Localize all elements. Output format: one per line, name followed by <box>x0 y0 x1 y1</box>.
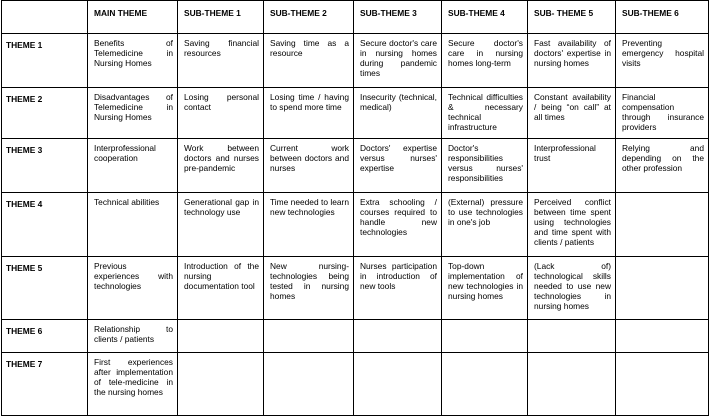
table-cell: Losing personal contact <box>178 88 264 139</box>
table-cell: Secure doctor's care in nursing homes long-term <box>442 34 528 88</box>
row-label: THEME 7 <box>2 353 88 416</box>
table-cell: Doctor's responsibilities versus nurses' responsibilities <box>442 139 528 193</box>
table-cell: Previous experiences with technologies <box>88 257 178 320</box>
table-cell: Secure doctor's care in nursing homes during pandemic times <box>354 34 442 88</box>
table-cell <box>616 353 709 416</box>
table-cell: Top-down implementation of new technologies in nursing homes <box>442 257 528 320</box>
table-cell <box>528 320 616 353</box>
theme-row-7 <box>2 353 709 416</box>
table-cell <box>616 320 709 353</box>
table-cell <box>616 257 709 320</box>
sub-theme-2-header: SUB-THEME 2 <box>264 1 354 34</box>
table-cell: Technical difficulties & necessary technical infrastructure <box>442 88 528 139</box>
sub-theme-1-header: SUB-THEME 1 <box>178 1 264 34</box>
table-cell: Relationship to clients / patients <box>88 320 178 353</box>
row-label: THEME 4 <box>2 193 88 257</box>
table-cell: Time needed to learn new technologies <box>264 193 354 257</box>
theme-row-5 <box>2 257 709 320</box>
table-cell: Current work between doctors and nurses <box>264 139 354 193</box>
table-cell: Interprofessional trust <box>528 139 616 193</box>
row-label: THEME 3 <box>2 139 88 193</box>
table-cell: (Lack of) technological skills needed to use new technologies in nursing homes <box>528 257 616 320</box>
table-cell <box>442 320 528 353</box>
row-label: THEME 5 <box>2 257 88 320</box>
table-cell <box>264 353 354 416</box>
table-cell: Disadvantages of Telemedicine in Nursing Homes <box>88 88 178 139</box>
sub-theme-6-header: SUB-THEME 6 <box>616 1 709 34</box>
table-cell: Financial compensation through insurance providers <box>616 88 709 139</box>
theme-row-2 <box>2 88 709 139</box>
table-cell <box>264 320 354 353</box>
table-cell <box>616 193 709 257</box>
table-cell: Work between doctors and nurses pre-pandemic <box>178 139 264 193</box>
table-cell: Fast availability of doctors' expertise in nursing homes <box>528 34 616 88</box>
table-cell <box>354 353 442 416</box>
table-cell: Relying and depending on the other profession <box>616 139 709 193</box>
theme-row-1 <box>2 34 709 88</box>
table-cell: Saving time as a resource <box>264 34 354 88</box>
sub-theme-4-header: SUB-THEME 4 <box>442 1 528 34</box>
table-cell <box>178 353 264 416</box>
table-cell: Constant availability / being “on call” at all times <box>528 88 616 139</box>
table-cell: First experiences after implementation of tele-medicine in the nursing homes <box>88 353 178 416</box>
table-cell <box>354 320 442 353</box>
table-cell: Generational gap in technology use <box>178 193 264 257</box>
table-cell: Losing time / having to spend more time <box>264 88 354 139</box>
row-label: THEME 2 <box>2 88 88 139</box>
table-cell: Introduction of the nursing documentation tool <box>178 257 264 320</box>
theme-row-3 <box>2 139 709 193</box>
table-cell: Technical abilities <box>88 193 178 257</box>
table-cell: Interprofessional cooperation <box>88 139 178 193</box>
row-label: THEME 1 <box>2 34 88 88</box>
main-theme-header: MAIN THEME <box>88 1 178 34</box>
themes-table <box>1 0 709 416</box>
table-cell: Extra schooling / courses required to handle new technologies <box>354 193 442 257</box>
table-cell: Saving financial resources <box>178 34 264 88</box>
theme-row-4 <box>2 193 709 257</box>
table-cell: (External) pressure to use technologies in one's job <box>442 193 528 257</box>
table-cell: Preventing emergency hospital visits <box>616 34 709 88</box>
table-cell: Benefits of Telemedicine in Nursing Homes <box>88 34 178 88</box>
table-cell: New nursing-technologies being tested in nursing homes <box>264 257 354 320</box>
table-cell <box>178 320 264 353</box>
theme-row-6 <box>2 320 709 353</box>
table-cell <box>528 353 616 416</box>
table-cell: Doctors' expertise versus nurses' expertise <box>354 139 442 193</box>
table-cell: Nurses participation in introduction of new tools <box>354 257 442 320</box>
row-label: THEME 6 <box>2 320 88 353</box>
table-cell <box>442 353 528 416</box>
sub-theme-5-header: SUB- THEME 5 <box>528 1 616 34</box>
table-cell: Perceived conflict between time spent using technologies and time spent with clients / patients <box>528 193 616 257</box>
table-cell: Insecurity (technical, medical) <box>354 88 442 139</box>
sub-theme-3-header: SUB-THEME 3 <box>354 1 442 34</box>
corner-header <box>2 1 88 34</box>
header-row <box>2 1 709 34</box>
